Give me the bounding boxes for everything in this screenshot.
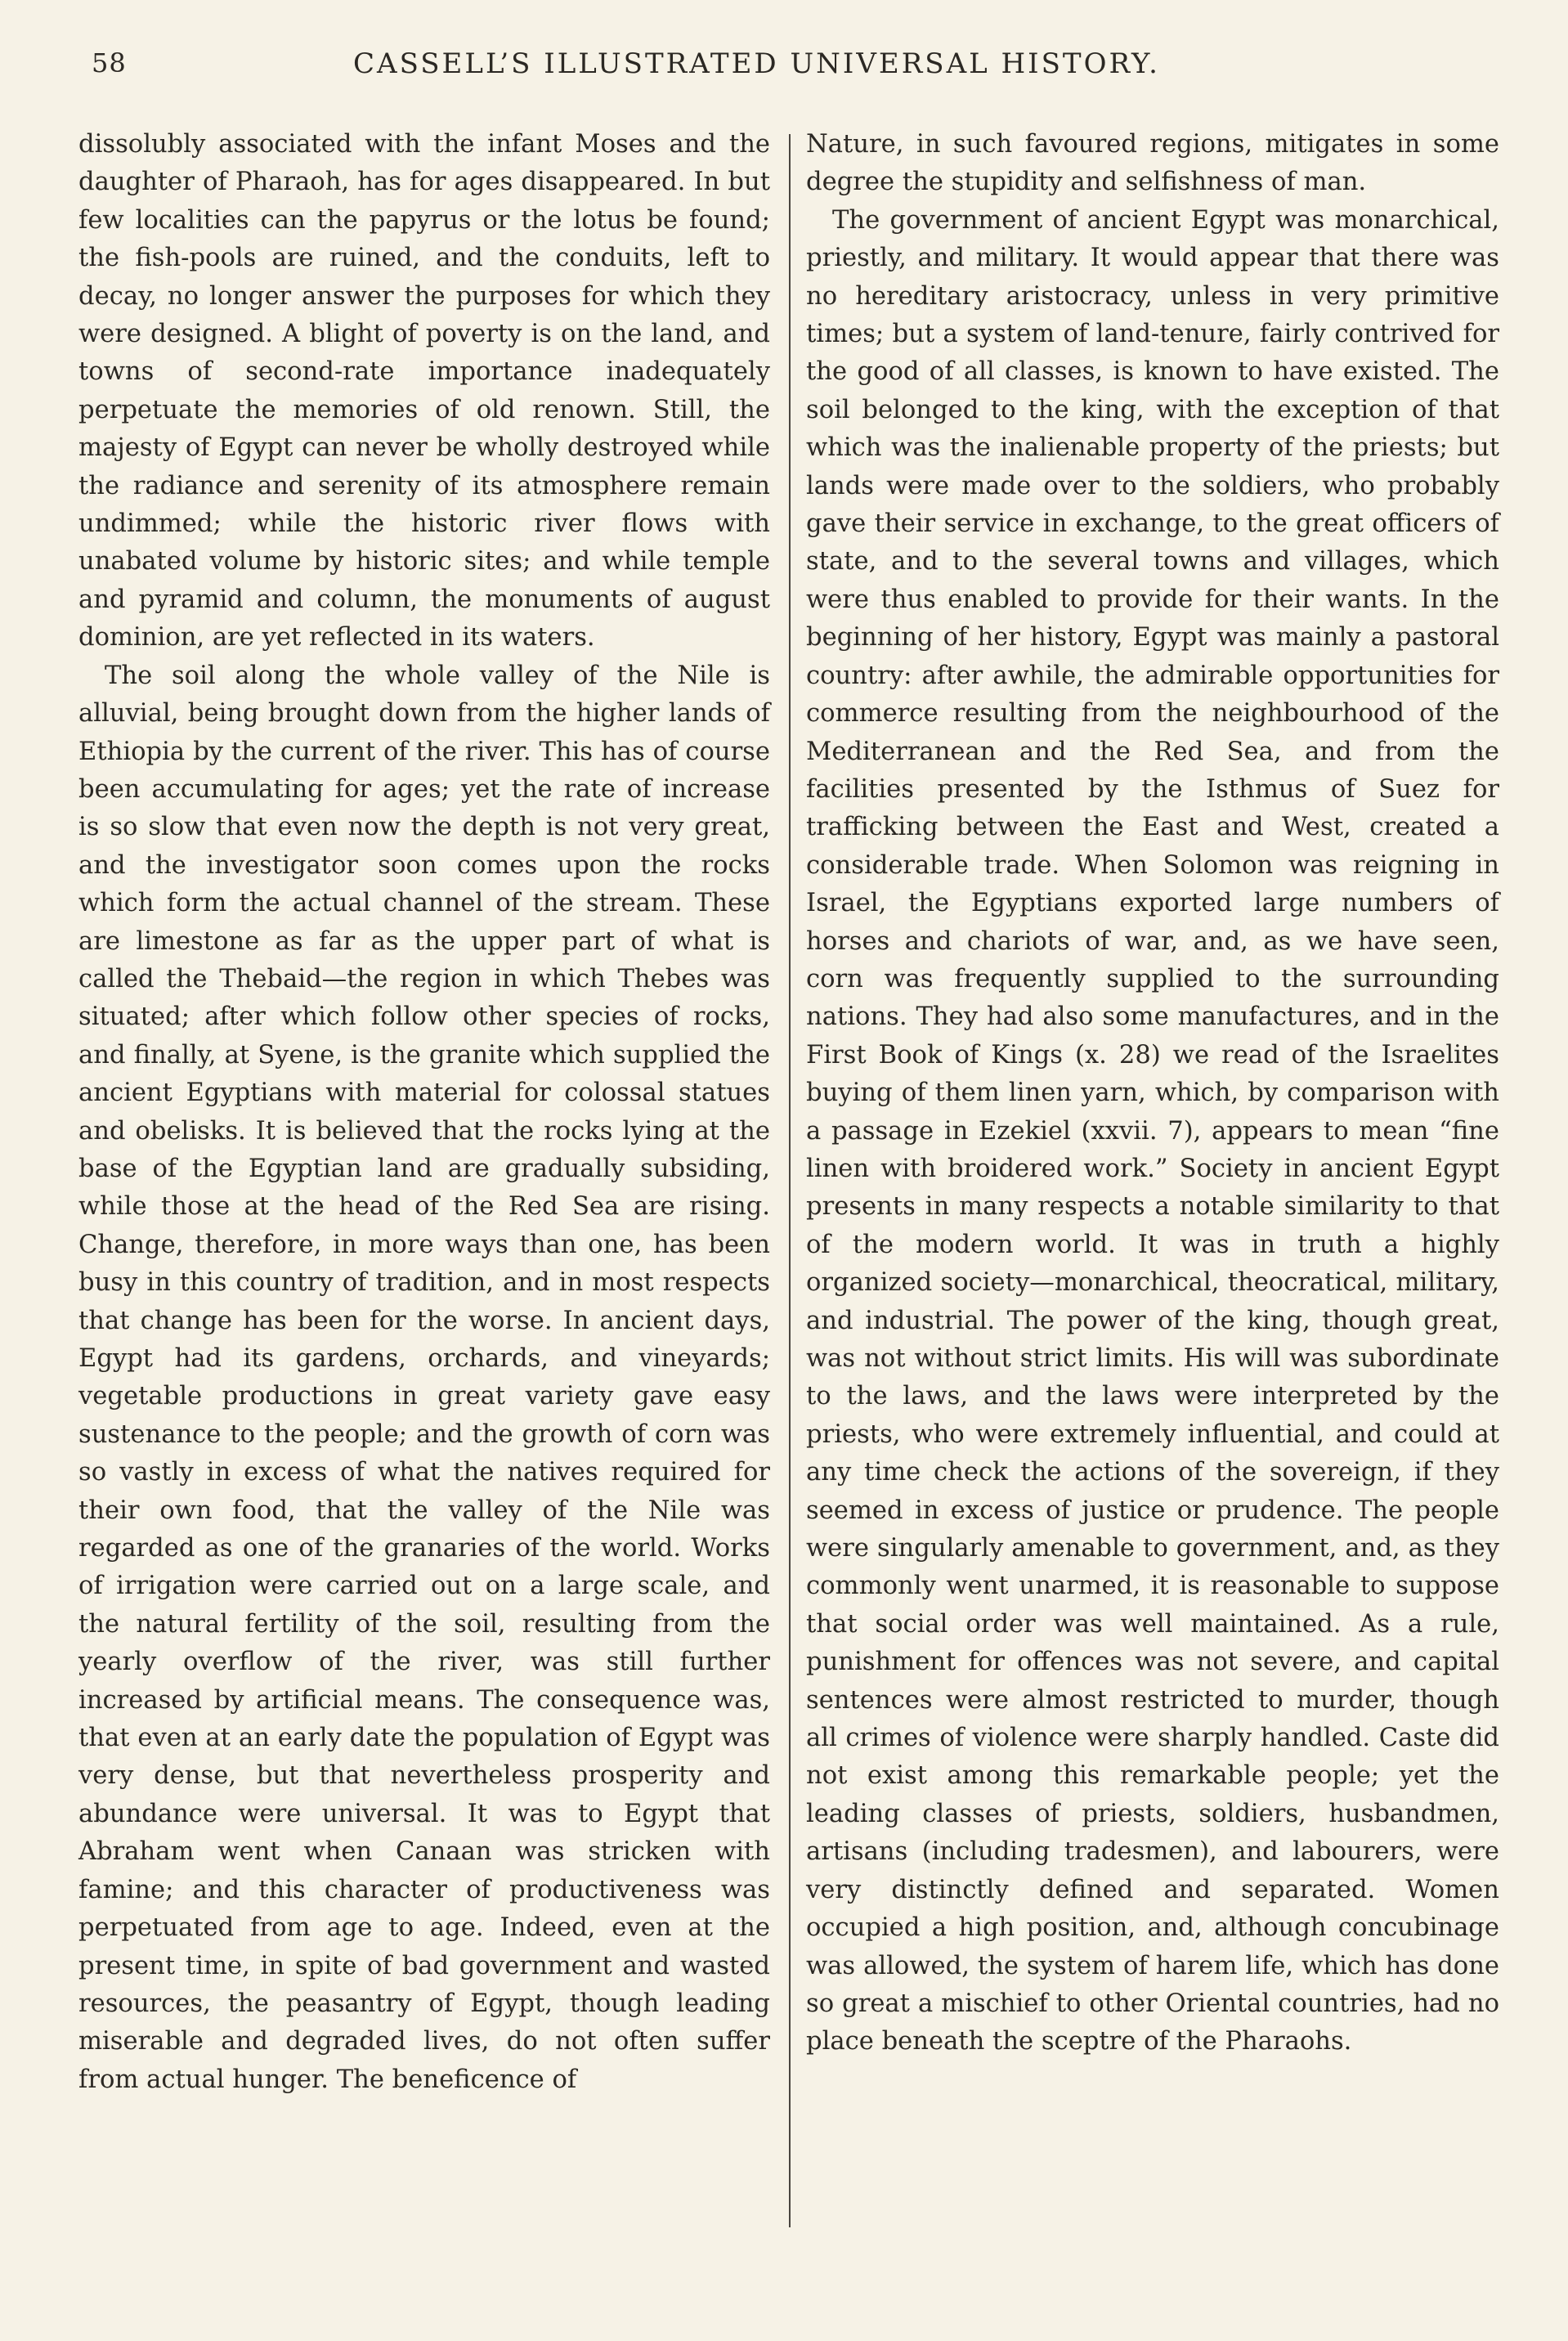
paragraph: The soil along the whole valley of the Nile is alluvial, being brought down from the higher lands of Ethiopia by the current of the river. This has of course been accumulating for ages; yet the rate of increase is so slow that even now the depth is not very great, and the investigator soon comes upon the rocks which form the actual channel of the stream. These are limestone as far as the upper part of what is called the Thebaid—the region in which Thebes was situated; after which follow other species of rocks, and finally, at Syene, is the granite which supplied the ancient Egyptians with material for colossal statues and obelisks. It is believed that the rocks lying at the base of the Egyptian land are gradually subsiding, while those at the head of the Red Sea are rising. Change, therefore, in more ways than one, has been busy in this country of tradition, and in most respects that change has been for the worse. In ancient days, Egypt had its gardens, orchards, and vineyards; vegetable productions in great variety gave easy sustenance to the people; and the growth of corn was so vastly in excess of what the natives required for their own food, that the valley of the Nile was regarded as one of the granaries of the world. Works of irrigation were carried out on a large scale, and the natural fertility of the soil, resulting from the yearly overflow of the river, was still further increased by artificial means. The consequence was, that even at an early date the population of Egypt was very dense, but that nevertheless prosperity and abundance were universal. It was to Egypt that Abraham went when Canaan was stricken with famine; and this character of productiveness was perpetuated from age to age. Indeed, even at the present time, in spite of bad government and wasted resources, the peasantry of Egypt, though leading miserable and degraded lives, do not often suffer from actual hunger. The beneficence of: [78, 661, 770, 2094]
page-number: 58: [92, 47, 127, 78]
paragraph: The government of ancient Egypt was monarchical, priestly, and military. It would appear that there was no hereditary aristocracy, unless in very primitive times; but a system of land-tenure, fairly contrived for the good of all classes, is known to have existed. The soil belonged to the king, with the exception of that which was the inalienable property of the priests; but lands were made over to the soldiers, who probably gave their service in exchange, to the great officers of state, and to the several towns and villages, which were thus enabled to provide for their wants. In the beginning of her history, Egypt was mainly a pastoral country: after awhile, the admirable opportunities for commerce resulting from the neighbourhood of the Mediterranean and the Red Sea, and from the facilities presented by the Isthmus of Suez for trafficking between the East and West, created a considerable trade. When Solomon was reigning in Israel, the Egyptians exported large numbers of horses and chariots of war, and, as we have seen, corn was frequently supplied to the surrounding nations. They had also some manufactures, and in the First Book of Kings (x. 28) we read of the Israelites buying of them linen yarn, which, by comparison with a passage in Ezekiel (xxvii. 7), appears to mean “fine linen with broidered work.” Society in ancient Egypt presents in many respects a notable similarity to that of the modern world. It was in truth a highly organized society—monarchical, theocratical, military, and industrial. The power of the king, though great, was not without strict limits. His will was subordinate to the laws, and the laws were interpreted by the priests, who were extremely influential, and could at any time check the actions of the sovereign, if they seemed in excess of justice or prudence. The people were singularly amenable to government, and, as they commonly went unarmed, it is reasonable to suppose that social order was well maintained. As a rule, punishment for offences was not severe, and capital sentences were almost restricted to murder, though all crimes of violence were sharply handled. Caste did not exist among this remarkable people; yet the leading classes of priests, soldiers, husbandmen, artisans (including tradesmen), and labourers, were very distinctly defined and separated. Women occupied a high position, and, although concubinage was allowed, the system of harem life, which has done so great a mischief to other Oriental countries, had no place beneath the sceptre of the Pharaohs.: [806, 205, 1499, 2056]
column-divider: [789, 134, 791, 2227]
left-column: [78, 126, 770, 2099]
page-header: [92, 47, 1498, 90]
paragraph: dissolubly associated with the infant Moses and the daughter of Pharaoh, has for ages disappeared. In but few localities can the papyrus or the lotus be found; the fish-pools are ruined, and the conduits, left to decay, no longer answer the purposes for which they were designed. A blight of poverty is on the land, and towns of second-rate importance inadequately perpetuate the memories of old renown. Still, the majesty of Egypt can never be wholly destroyed while the radiance and serenity of its atmosphere remain undimmed; while the historic river flows with unabated volume by historic sites; and while temple and pyramid and column, the monuments of august dominion, are yet reflected in its waters.: [78, 130, 770, 653]
running-title: CASSELL’S ILLUSTRATED UNIVERSAL HISTORY.: [353, 47, 1160, 80]
right-column: [806, 126, 1499, 2061]
paragraph: Nature, in such favoured regions, mitigates in some degree the stupidity and selfishness of man.: [806, 130, 1499, 197]
